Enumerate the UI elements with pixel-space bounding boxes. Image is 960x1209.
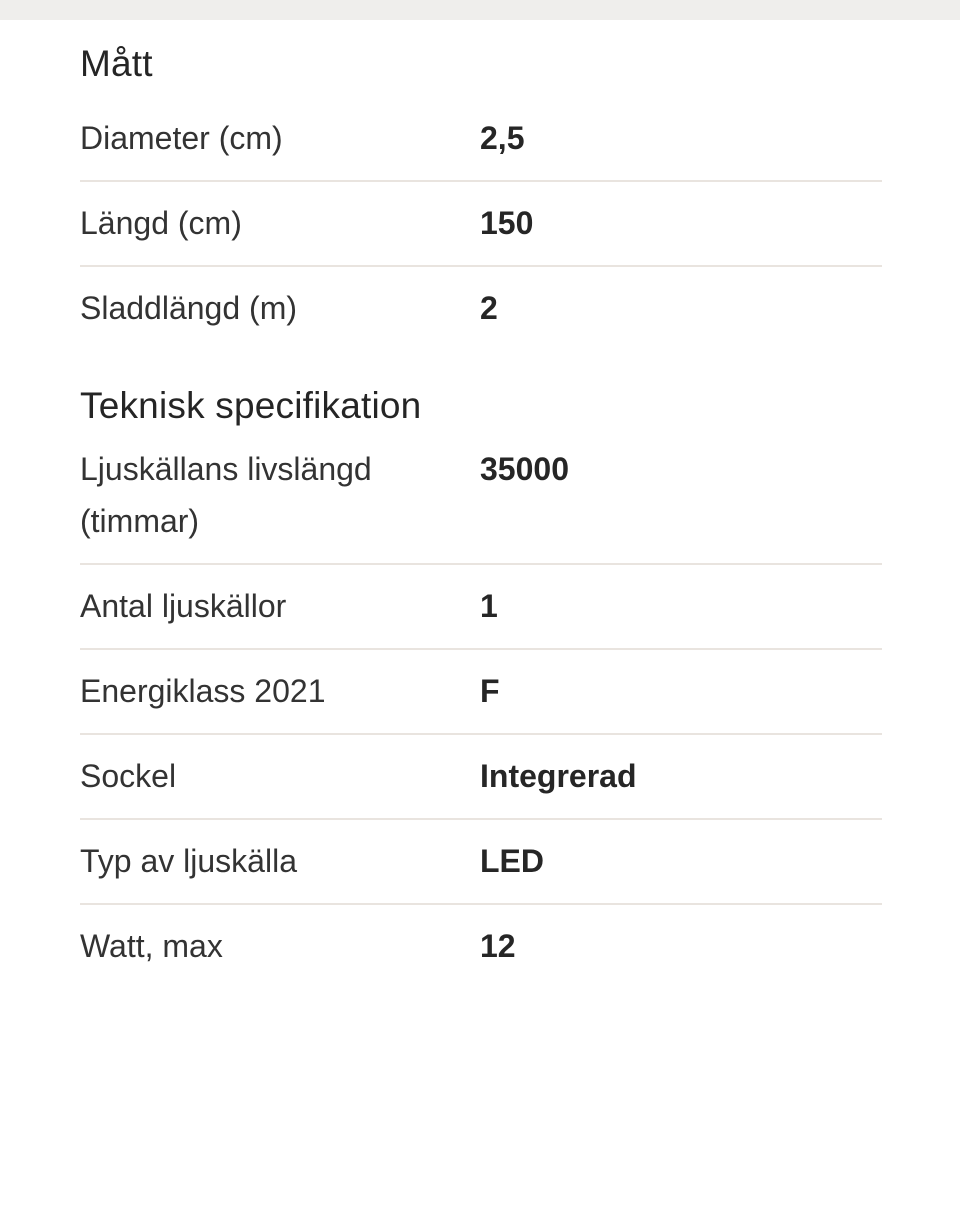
spec-value: 35000 — [480, 451, 569, 487]
spec-row-diameter — [80, 108, 882, 181]
spec-label: Typ av ljuskälla — [80, 843, 297, 879]
top-status-strip — [0, 0, 960, 20]
spec-label: Diameter (cm) — [80, 120, 283, 156]
spec-value: 2,5 — [480, 120, 525, 156]
spec-value: 12 — [480, 928, 516, 964]
spec-value: F — [480, 673, 500, 709]
spec-value: 1 — [480, 588, 498, 624]
spec-row-watt-max — [80, 904, 882, 988]
spec-row-socket — [80, 734, 882, 819]
spec-value: 2 — [480, 290, 498, 326]
spec-value: 150 — [480, 205, 534, 241]
spec-table-matt — [80, 108, 882, 350]
spec-row-light-count — [80, 564, 882, 649]
spec-label: Watt, max — [80, 928, 223, 964]
spec-row-energy-class — [80, 649, 882, 734]
spec-value: LED — [480, 843, 544, 879]
section-title-matt: Mått — [80, 43, 153, 84]
spec-row-length — [80, 181, 882, 266]
spec-row-light-type — [80, 819, 882, 904]
spec-label: Antal ljuskällor — [80, 588, 287, 624]
spec-table-technical — [80, 440, 882, 988]
section-title-technical: Teknisk specifikation — [80, 385, 422, 426]
spec-row-lifespan — [80, 440, 882, 564]
spec-label: Ljuskällans livslängd (timmar) — [80, 451, 372, 539]
spec-label: Längd (cm) — [80, 205, 242, 241]
spec-label: Energiklass 2021 — [80, 673, 326, 709]
product-specifications — [80, 20, 882, 988]
spec-value: Integrerad — [480, 758, 637, 794]
spec-label: Sockel — [80, 758, 177, 794]
spec-label: Sladdlängd (m) — [80, 290, 297, 326]
spec-row-cord-length — [80, 266, 882, 350]
